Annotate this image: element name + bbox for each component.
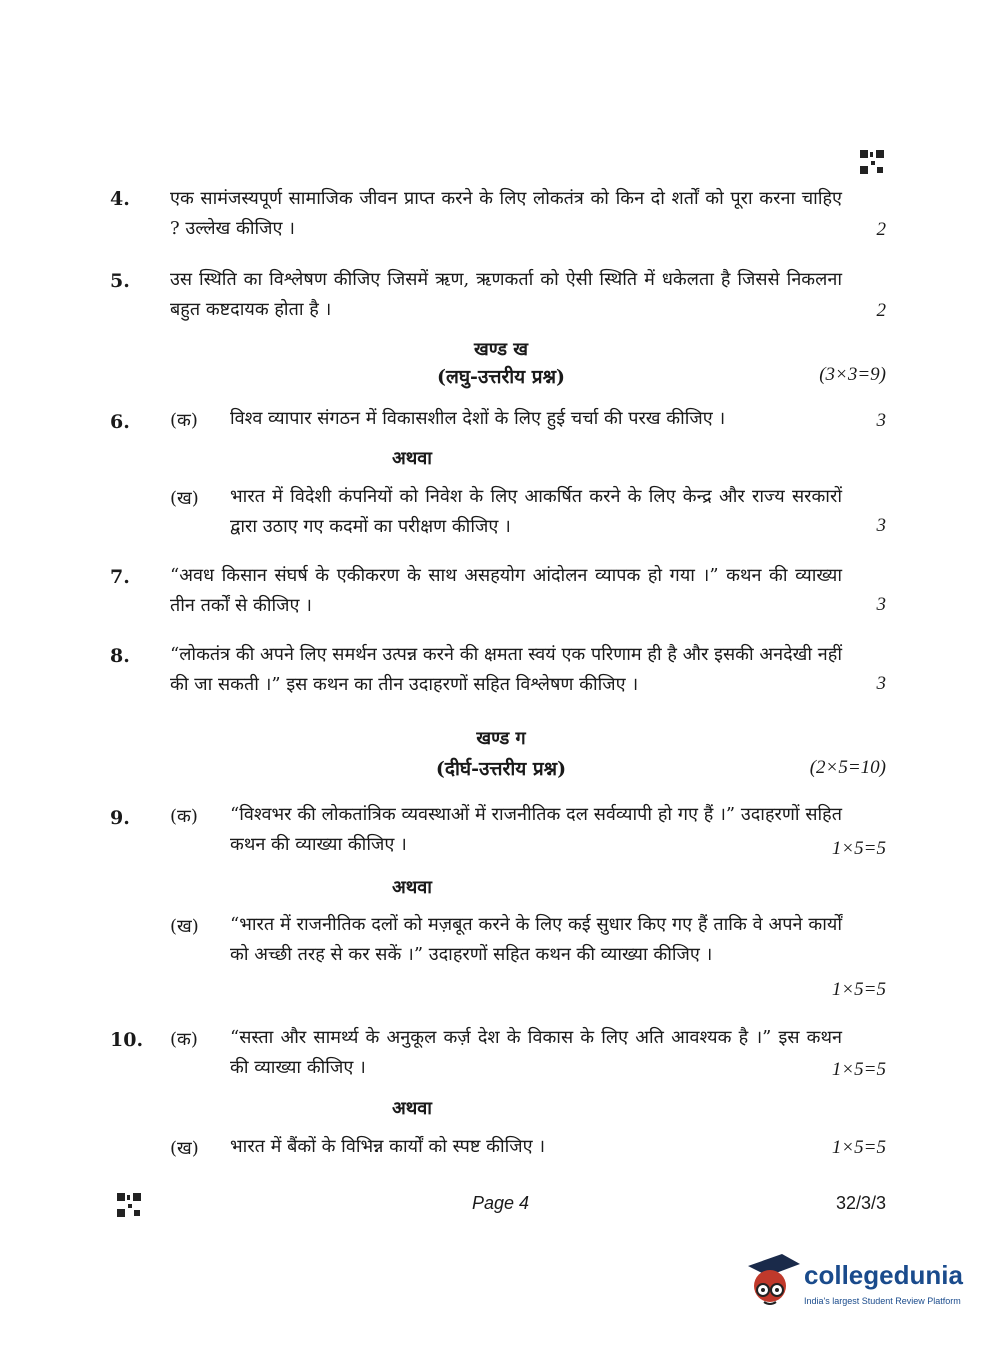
question-marks: 2 [876,219,886,240]
option-label: (क) [170,410,198,431]
option-label: (ख) [170,488,199,509]
qr-code-icon [860,150,884,174]
question-marks: 3 [876,594,886,615]
section-title: खण्ड ख [474,339,528,360]
section-subtitle: (लघु-उत्तरीय प्रश्न) [436,366,566,388]
question-number: 5. [110,270,130,292]
question-number: 8. [110,645,130,667]
collegedunia-logo [742,1250,972,1314]
question-marks: 2 [876,300,886,321]
section-marks: (3×3=9) [819,364,886,385]
section-subtitle: (दीर्घ-उत्तरीय प्रश्न) [435,758,567,780]
question-marks: 1×5=5 [831,979,886,1000]
question-marks: 3 [876,673,886,694]
question-text: “लोकतंत्र की अपने लिए समर्थन उत्पन्न करने की क्षमता स्वयं एक परिणाम ही है और इसकी अनदेखी नहीं की जा सकती ।” इस कथन का तीन उदाहरणों सहित विश्लेषण कीजिए । [170,644,842,695]
question-number: 10. [110,1029,144,1051]
logo-tagline: India's largest Student Review Platform [804,1296,961,1306]
qr-code-icon [117,1193,141,1217]
paper-code: 32/3/3 [835,1193,886,1213]
mascot-icon [742,1250,802,1314]
question-text: “सस्ता और सामर्थ्य के अनुकूल कर्ज़ देश के विकास के लिए अति आवश्यक है ।” इस कथन की व्याख्या कीजिए । [230,1027,842,1078]
or-label: अथवा [392,448,432,469]
question-number: 9. [110,807,130,829]
question-marks: 3 [876,410,886,431]
question-number: 4. [110,188,130,210]
option-label: (क) [170,1029,198,1050]
option-label: (क) [170,806,198,827]
question-text: “विश्वभर की लोकतांत्रिक व्यवस्थाओं में राजनीतिक दल सर्वव्यापी हो गए हैं ।” उदाहरणों सहित कथन की व्याख्या कीजिए । [230,804,842,855]
question-marks: 3 [876,515,886,536]
logo-text: collegedunia [804,1260,963,1290]
or-label: अथवा [392,877,432,898]
question-number: 7. [110,566,130,588]
question-text: “अवध किसान संघर्ष के एकीकरण के साथ असहयोग आंदोलन व्यापक हो गया ।” कथन की व्याख्या तीन तर्कों से कीजिए । [170,565,842,616]
section-title: खण्ड ग [476,728,526,749]
question-marks: 1×5=5 [831,1059,886,1080]
section-marks: (2×5=10) [809,757,886,778]
question-text: भारत में बैंकों के विभिन्न कार्यों को स्पष्ट कीजिए । [230,1136,546,1157]
page-number: Page 4 [472,1193,530,1213]
question-text: “भारत में राजनीतिक दलों को मज़बूत करने के लिए कई सुधार किए गए हैं ताकि वे अपने कार्यों को अच्छी तरह से कर सकें ।” उदाहरणों सहित कथन की व्याख्या कीजिए । [230,914,842,965]
option-label: (ख) [170,916,199,937]
question-number: 6. [110,411,130,433]
or-label: अथवा [392,1098,432,1119]
option-label: (ख) [170,1138,199,1159]
question-text: विश्व व्यापार संगठन में विकासशील देशों के लिए हुई चर्चा की परख कीजिए । [230,408,726,429]
question-text: एक सामंजस्यपूर्ण सामाजिक जीवन प्राप्त करने के लिए लोकतंत्र को किन दो शर्तों को पूरा करना चाहिए ? उल्लेख कीजिए । [170,188,842,239]
question-marks: 1×5=5 [831,1137,886,1158]
question-marks: 1×5=5 [831,838,886,859]
question-text: उस स्थिति का विश्लेषण कीजिए जिसमें ऋण, ऋणकर्ता को ऐसी स्थिति में धकेलता है जिससे निकलना बहुत कष्टदायक होता है । [170,269,842,320]
question-text: भारत में विदेशी कंपनियों को निवेश के लिए आकर्षित करने के लिए केन्द्र और राज्य सरकारों द्वारा उठाए गए कदमों का परीक्षण कीजिए । [230,486,842,537]
